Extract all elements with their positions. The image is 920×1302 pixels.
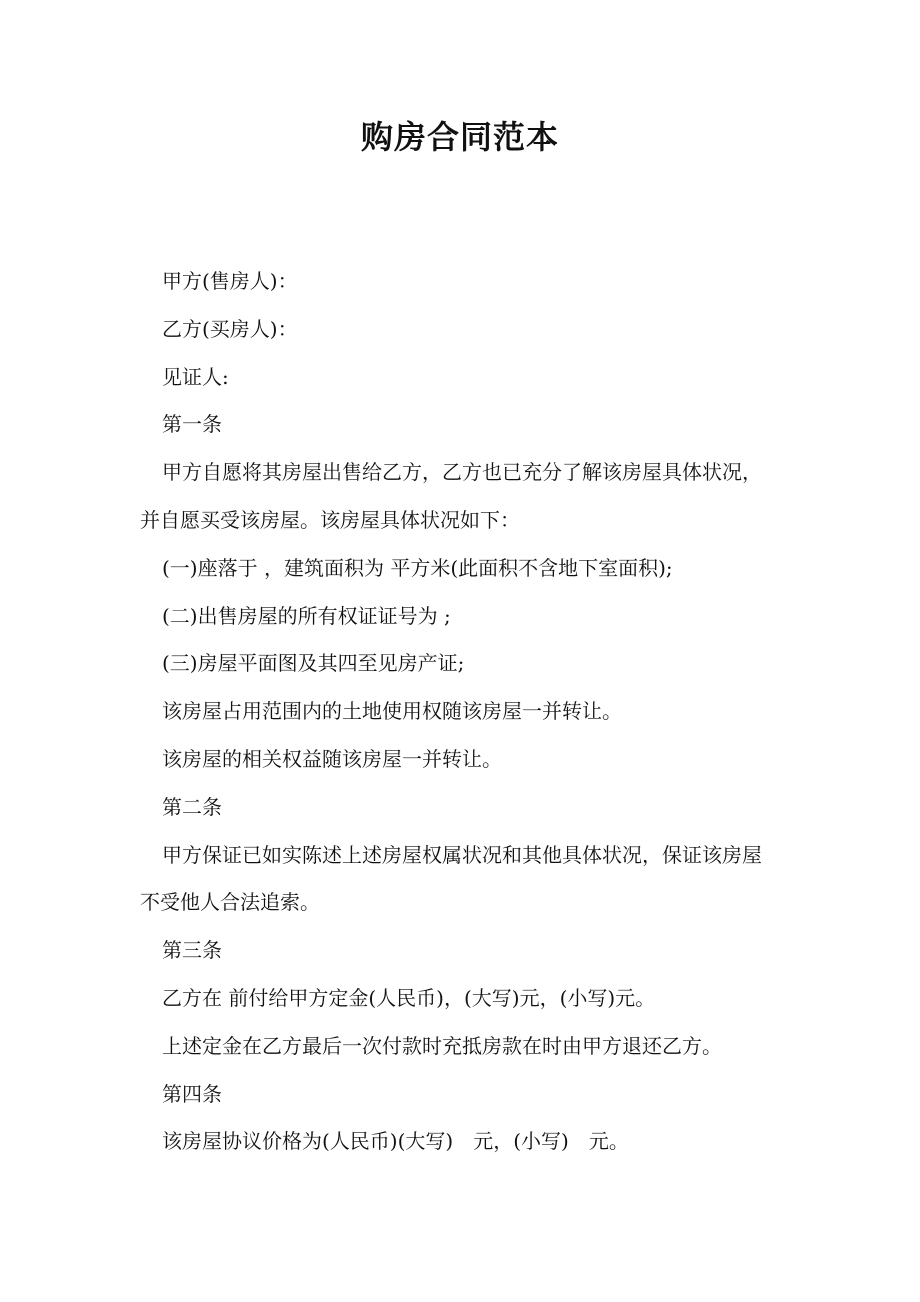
article-4-heading: 第四条 (162, 1081, 222, 1106)
article-1-item-1: (一)座落于 ，建筑面积为 平方米(此面积不含地下室面积); (162, 555, 673, 580)
party-a-line: 甲方(售房人)： (162, 269, 298, 293)
article-4-price: 该房屋协议价格为(人民币)(大写) 元，(小写) 元。 (162, 1129, 629, 1154)
article-1-land-use: 该房屋占用范围内的土地使用权随该房屋一并转让。 (162, 699, 622, 724)
document-title: 购房合同范本 (360, 118, 559, 156)
article-1-item-3: (三)房屋平面图及其四至见房产证; (162, 651, 465, 676)
article-1-rights: 该房屋的相关权益随该房屋一并转让。 (162, 746, 502, 771)
article-1-item-2: (二)出售房屋的所有权证证号为 ; (162, 603, 451, 628)
document-body (140, 258, 780, 1166)
article-2-text: 甲方保证已如实陈述上述房屋权属状况和其他具体状况，保证该房屋不受他人合法追索。 (140, 842, 762, 915)
article-3-deposit: 乙方在 前付给甲方定金(人民币)，(大写)元，(小写)元。 (162, 985, 656, 1010)
article-3-heading: 第三条 (162, 938, 222, 963)
article-2-heading: 第二条 (162, 794, 222, 819)
witness-line: 见证人: (162, 364, 229, 389)
party-b-line: 乙方(买房人)： (162, 316, 298, 341)
article-1-intro: 甲方自愿将其房屋出售给乙方，乙方也已充分了解该房屋具体状况，并自愿买受该房屋。该房屋具体状况如下： (140, 460, 762, 532)
article-3-deposit-refund: 上述定金在乙方最后一次付款时充抵房款在时由甲方退还乙方。 (162, 1033, 722, 1058)
article-1-heading: 第一条 (162, 412, 222, 437)
